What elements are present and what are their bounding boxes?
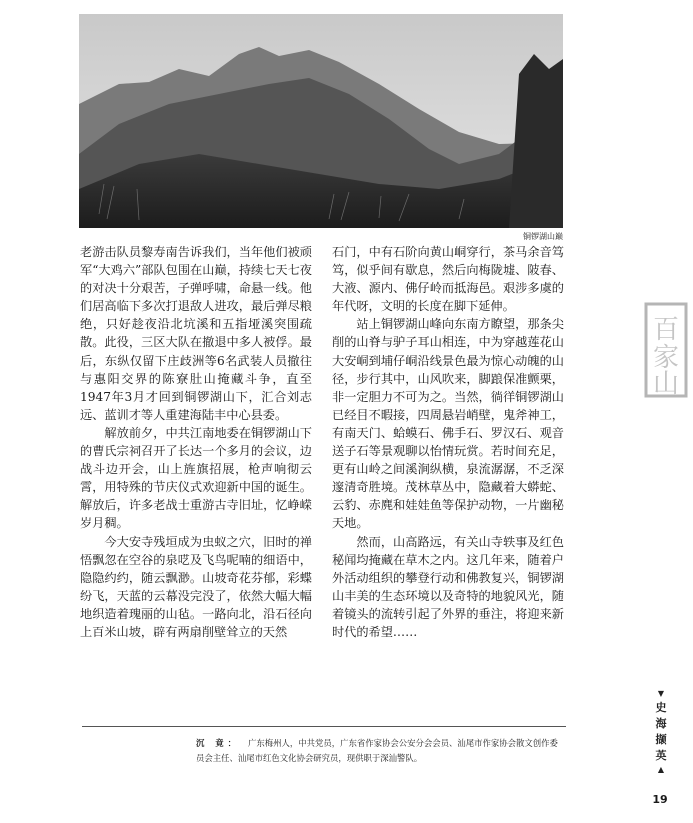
section-char: 海 [655, 717, 667, 730]
paragraph: 老游击队员黎寿南告诉我们，当年他们被顽军“大鸡六”部队包围在山巅，持续七天七夜的对决十分艰苦，子弹呼啸，命悬一线。他们居高临下多次打退敌人进攻，最后弹尽粮绝，只好趁夜沿北坑溪和五指垭溪突围疏散。此役，三区大队在撤退中多人被俘。最后，东纵仅留下庄歧洲等6名武装人员撤往与惠阳交界的陈寮肚山掩藏斗争，直至1947年3月才回到铜锣湖山下，汇合刘志远、蓝训才等人重建海陆丰中心县委。 [80, 245, 312, 422]
author-name: 沉 竟： [196, 738, 241, 748]
paragraph: 今大安寺残垣成为虫蚁之穴，旧时的禅悟飘忽在空谷的泉呓及飞鸟呢喃的细语中，隐隐约约，随云飘渺。山坡奇花芬郁，彩蝶纷飞，天蓝的云幕没完没了，依然大幅大幅地织造着瑰丽的山毡。一路向北，沿石径向上百米山坡，辟有两扇削壁耸立的天然 [80, 534, 312, 639]
section-stamp-icon [640, 300, 693, 400]
divider [82, 726, 566, 727]
paragraph: 石门，中有石阶向黄山峒穿行，茶马余音笃笃，似乎间有歇息，然后向梅陇墟、陂春、大液、源内、佛仔岭而抵海邑。艰涉多虞的年代呀，文明的长度在脚下延伸。 [332, 245, 564, 314]
triangle-up-icon: ▲ [657, 765, 665, 774]
mountain-photo [79, 14, 563, 228]
section-char: 史 [655, 701, 667, 714]
triangle-down-icon: ▼ [657, 689, 665, 698]
left-column [80, 243, 312, 641]
page-number: 19 [652, 793, 668, 806]
section-char: 撷 [655, 733, 667, 746]
author-description: 广东梅州人，中共党员，广东省作家协会公安分会会员、汕尾市作家协会散文创作委员会主任、汕尾市红色文化协会研究员，现供职于深汕警队。 [196, 738, 558, 763]
photo-caption: 铜锣湖山巅 [523, 232, 563, 241]
author-bio [196, 736, 566, 766]
svg-text:百: 百 [652, 315, 680, 345]
section-label [651, 688, 671, 776]
paragraph: 解放前夕，中共江南地委在铜锣湖山下的曹氏宗祠召开了长达一个多月的会议，边战斗边开会，山上旌旗招展，枪声响彻云霄，用特殊的节庆仪式欢迎新中国的诞生。解放后，许多老战士重游古寺旧址，忆峥嵘岁月稠。 [80, 425, 312, 531]
section-char: 英 [655, 749, 667, 762]
svg-text:家: 家 [652, 343, 680, 373]
paragraph: 站上铜锣湖山峰向东南方瞭望，那条尖削的山脊与驴子耳山相连，中为穿越莲花山大安峒到埔仔峒沿线景色最为惊心动魄的山径，步行其中，山风吹来，脚踉保准颤栗，非一定胆力不可为之。当然，徜徉铜锣湖山已经目不暇接，四周悬岩峭壁，鬼斧神工，有南天门、蛤蟆石、佛手石、罗汉石、观音送子石等景观聊以怡情玩赏。若时间充足，更有山岭之间溪涧纵横，泉流潺潺，不乏深邃清奇胜境。茂林草丛中，隐藏着大蟒蛇、云豹、赤麂和娃娃鱼等保护动物，一片幽秘天地。 [332, 317, 564, 531]
mountain-landscape-image [79, 14, 563, 228]
right-column [332, 243, 564, 641]
paragraph: 然而，山高路远，有关山寺轶事及红色秘闻均掩藏在草木之内。这几年来，随着户外活动组织的攀登行动和佛教复兴，铜锣湖山丰美的生态环境以及奇特的地貌风光，随着镜头的流转引起了外界的垂注，将迎来新时代的希望…… [332, 534, 564, 639]
svg-text:山: 山 [652, 369, 680, 399]
